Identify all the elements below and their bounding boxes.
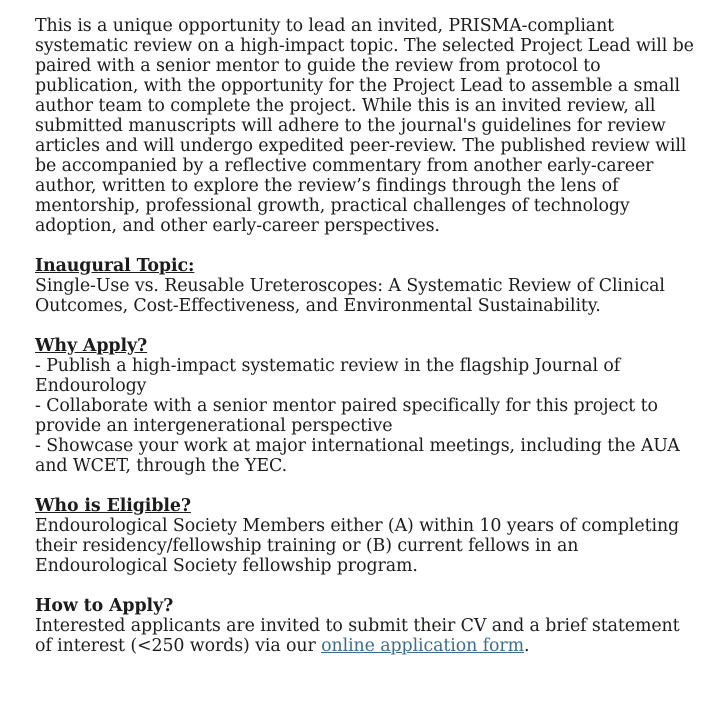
inaugural-topic-section [35, 256, 695, 316]
eligibility-section [35, 496, 695, 576]
how-to-apply-text [35, 616, 695, 656]
how-to-apply-section [35, 596, 695, 656]
eligibility-text: Endourological Society Members either (A) within 10 years of completing their residency/fellowship training or (B) current fellows in an Endourological Society fellowship program. [35, 516, 680, 576]
how-to-apply-text-after: . [523, 636, 530, 656]
announcement-document [35, 16, 695, 676]
why-apply-section [35, 336, 695, 476]
how-to-apply-text-before: Interested applicants are invited to submit their CV and a brief statement of interest (<250 words) via our [35, 616, 680, 656]
inaugural-topic-text: Single-Use vs. Reusable Ureteroscopes: A Systematic Review of Clinical Outcomes, Cost-Effectiveness, and Environmental Sustainability. [35, 276, 665, 316]
why-apply-item: - Collaborate with a senior mentor paired specifically for this project to provide an intergenerational perspective [35, 396, 658, 436]
how-to-apply-heading: How to Apply? [35, 596, 174, 616]
why-apply-item: - Showcase your work at major international meetings, including the AUA and WCET, through the YEC. [35, 436, 680, 476]
inaugural-topic-heading: Inaugural Topic: [35, 256, 195, 276]
eligibility-heading: Who is Eligible? [35, 496, 191, 516]
online-application-form-link[interactable]: online application form [321, 636, 524, 656]
why-apply-heading: Why Apply? [35, 336, 148, 356]
why-apply-item: - Publish a high-impact systematic review in the flagship Journal of Endourology [35, 356, 621, 396]
intro-paragraph: This is a unique opportunity to lead an invited, PRISMA-compliant systematic review on a high-impact topic. The selected Project Lead will be paired with a senior mentor to guide the review from protocol to publication, with the opportunity for the Project Lead to assemble a small author team to complete the project. While this is an invited review, all submitted manuscripts will adhere to the journal's guidelines for review articles and will undergo expedited peer-review. The published review will be accompanied by a reflective commentary from another early-career author, written to explore the review’s findings through the lens of mentorship, professional growth, practical challenges of technology adoption, and other early-career perspectives. [35, 16, 694, 236]
